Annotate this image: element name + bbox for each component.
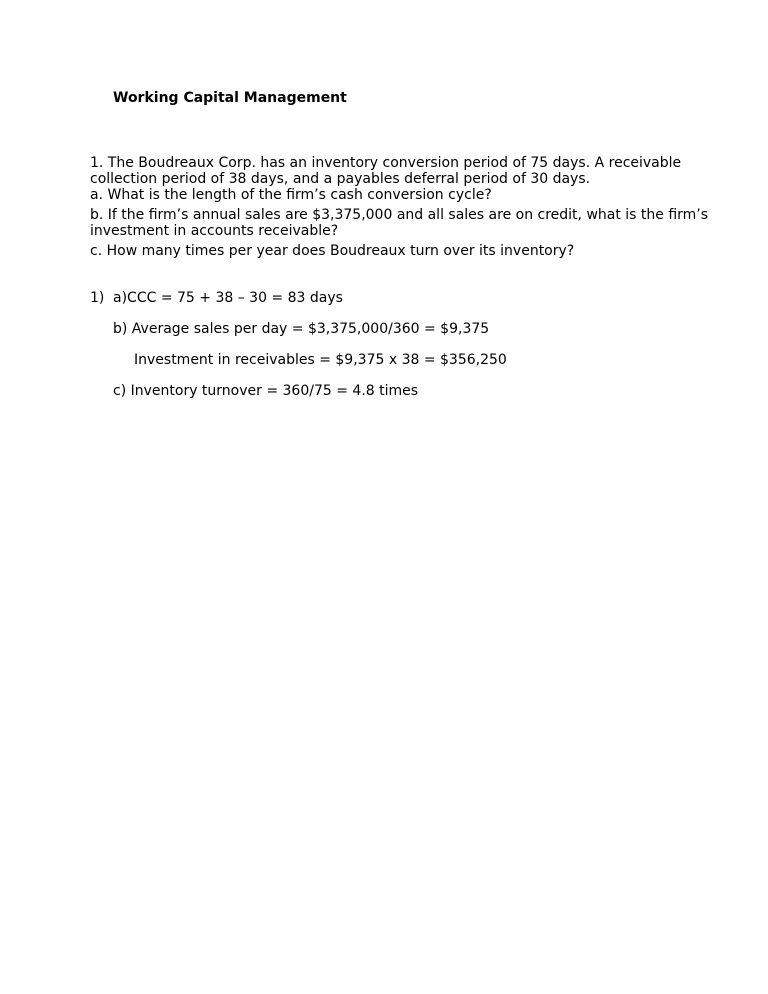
answer-part-b-continued: Investment in receivables = $9,375 x 38 = $356,250 — [134, 352, 507, 368]
answer-number: 1) — [90, 290, 105, 306]
question-part-b: b. If the firm’s annual sales are $3,375,000 and all sales are on credit, what is the firm’s investment in accounts receivable? — [90, 207, 709, 239]
question-part-c: c. How many times per year does Boudreaux turn over its inventory? — [90, 243, 575, 259]
page-title: Working Capital Management — [113, 90, 347, 106]
answer-part-c: c) Inventory turnover = 360/75 = 4.8 times — [113, 383, 419, 399]
answer-part-a: a)CCC = 75 + 38 – 30 = 83 days — [113, 290, 343, 306]
question-block — [90, 155, 730, 259]
question-part-a: a. What is the length of the firm’s cash conversion cycle? — [90, 187, 492, 203]
question-stem: 1. The Boudreaux Corp. has an inventory conversion period of 75 days. A receivable collection period of 38 days, and a payables deferral period of 30 days. — [90, 155, 682, 187]
answer-part-b: b) Average sales per day = $3,375,000/360 = $9,375 — [113, 321, 490, 337]
